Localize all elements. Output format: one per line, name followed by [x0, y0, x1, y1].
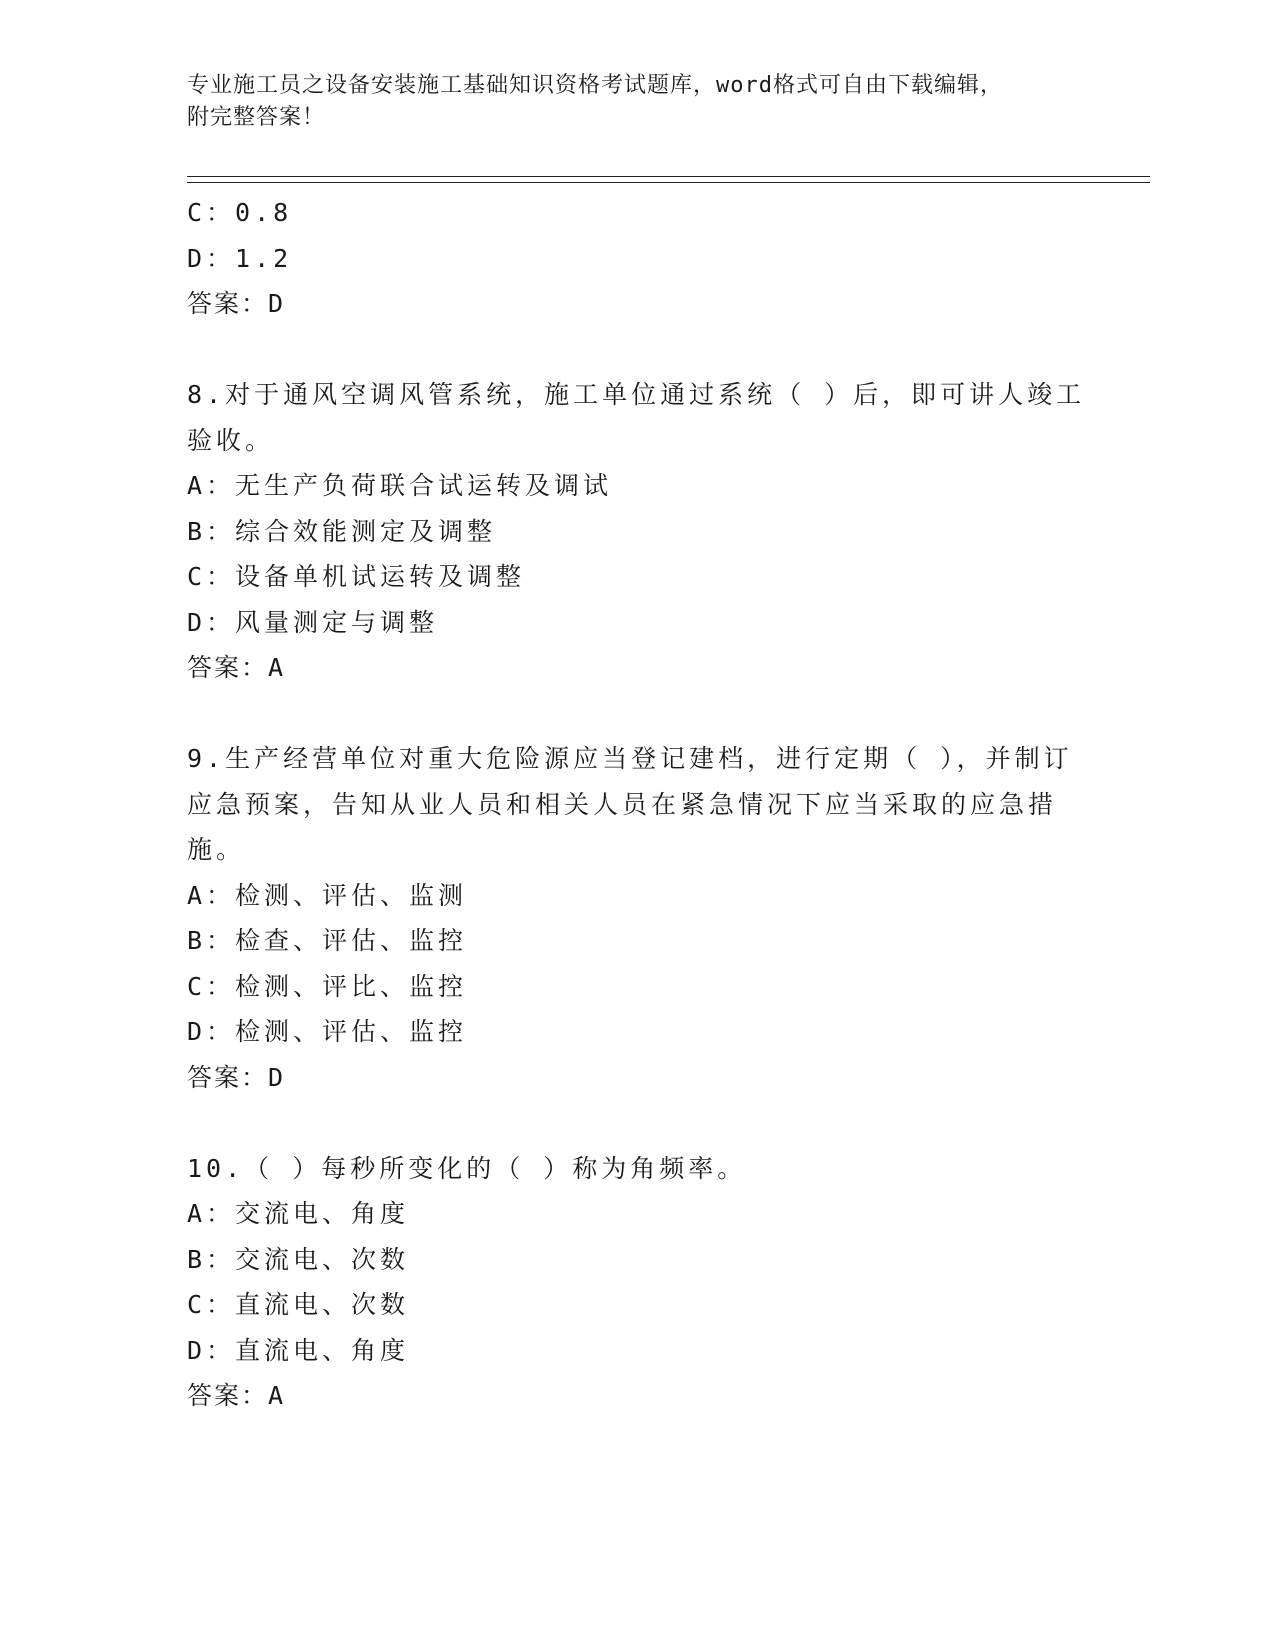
header-title-line-1: 专业施工员之设备安装施工基础知识资格考试题库，word格式可自由下载编辑，: [187, 73, 1003, 98]
option-d: D：直流电、角度: [187, 1335, 410, 1365]
option-a: A：检测、评估、监测: [187, 880, 468, 910]
answer: 答案：A: [187, 653, 286, 682]
option-d: D：1.2: [187, 243, 293, 273]
question-stem-line: 验收。: [187, 425, 275, 455]
answer: 答案：D: [187, 1062, 286, 1092]
option-b: B：检查、评估、监控: [187, 926, 468, 955]
question-8: [187, 372, 1087, 691]
answer: 答案：D: [187, 289, 286, 318]
option-c: C：直流电、次数: [187, 1290, 410, 1319]
answer: 答案：A: [187, 1381, 286, 1410]
document-header: [187, 70, 1087, 134]
option-a: A：无生产负荷联合试运转及调试: [187, 471, 613, 500]
option-b: B：综合效能测定及调整: [187, 516, 497, 546]
question-9: [187, 736, 1087, 1100]
spacer: [187, 327, 1087, 373]
question-stem-line: 8.对于通风空调风管系统，施工单位通过系统（ ）后，即可讲人竣工: [187, 380, 1086, 409]
option-d: D：检测、评估、监控: [187, 1017, 468, 1046]
question-7-tail: [187, 190, 1087, 327]
header-title-line-2: 附完整答案！: [187, 105, 326, 130]
question-stem-line: 施。: [187, 835, 246, 864]
option-d: D：风量测定与调整: [187, 607, 439, 637]
option-c: C：0.8: [187, 198, 293, 227]
option-b: B：交流电、次数: [187, 1244, 410, 1274]
option-c: C：设备单机试运转及调整: [187, 562, 526, 591]
option-a: A：交流电、角度: [187, 1199, 410, 1228]
question-stem-line: 应急预案，告知从业人员和相关人员在紧急情况下应当采取的应急措: [187, 789, 1058, 819]
question-10: [187, 1146, 1087, 1419]
option-c: C：检测、评比、监控: [187, 971, 468, 1001]
question-stem-line: 10.（ ）每秒所变化的（ ）称为角频率。: [187, 1153, 747, 1183]
spacer: [187, 1100, 1087, 1146]
header-divider: [187, 176, 1150, 183]
spacer: [187, 691, 1087, 737]
question-stem-line: 9.生产经营单位对重大危险源应当登记建档，进行定期（ ），并制订: [187, 744, 1073, 773]
document-body: [187, 190, 1087, 1419]
